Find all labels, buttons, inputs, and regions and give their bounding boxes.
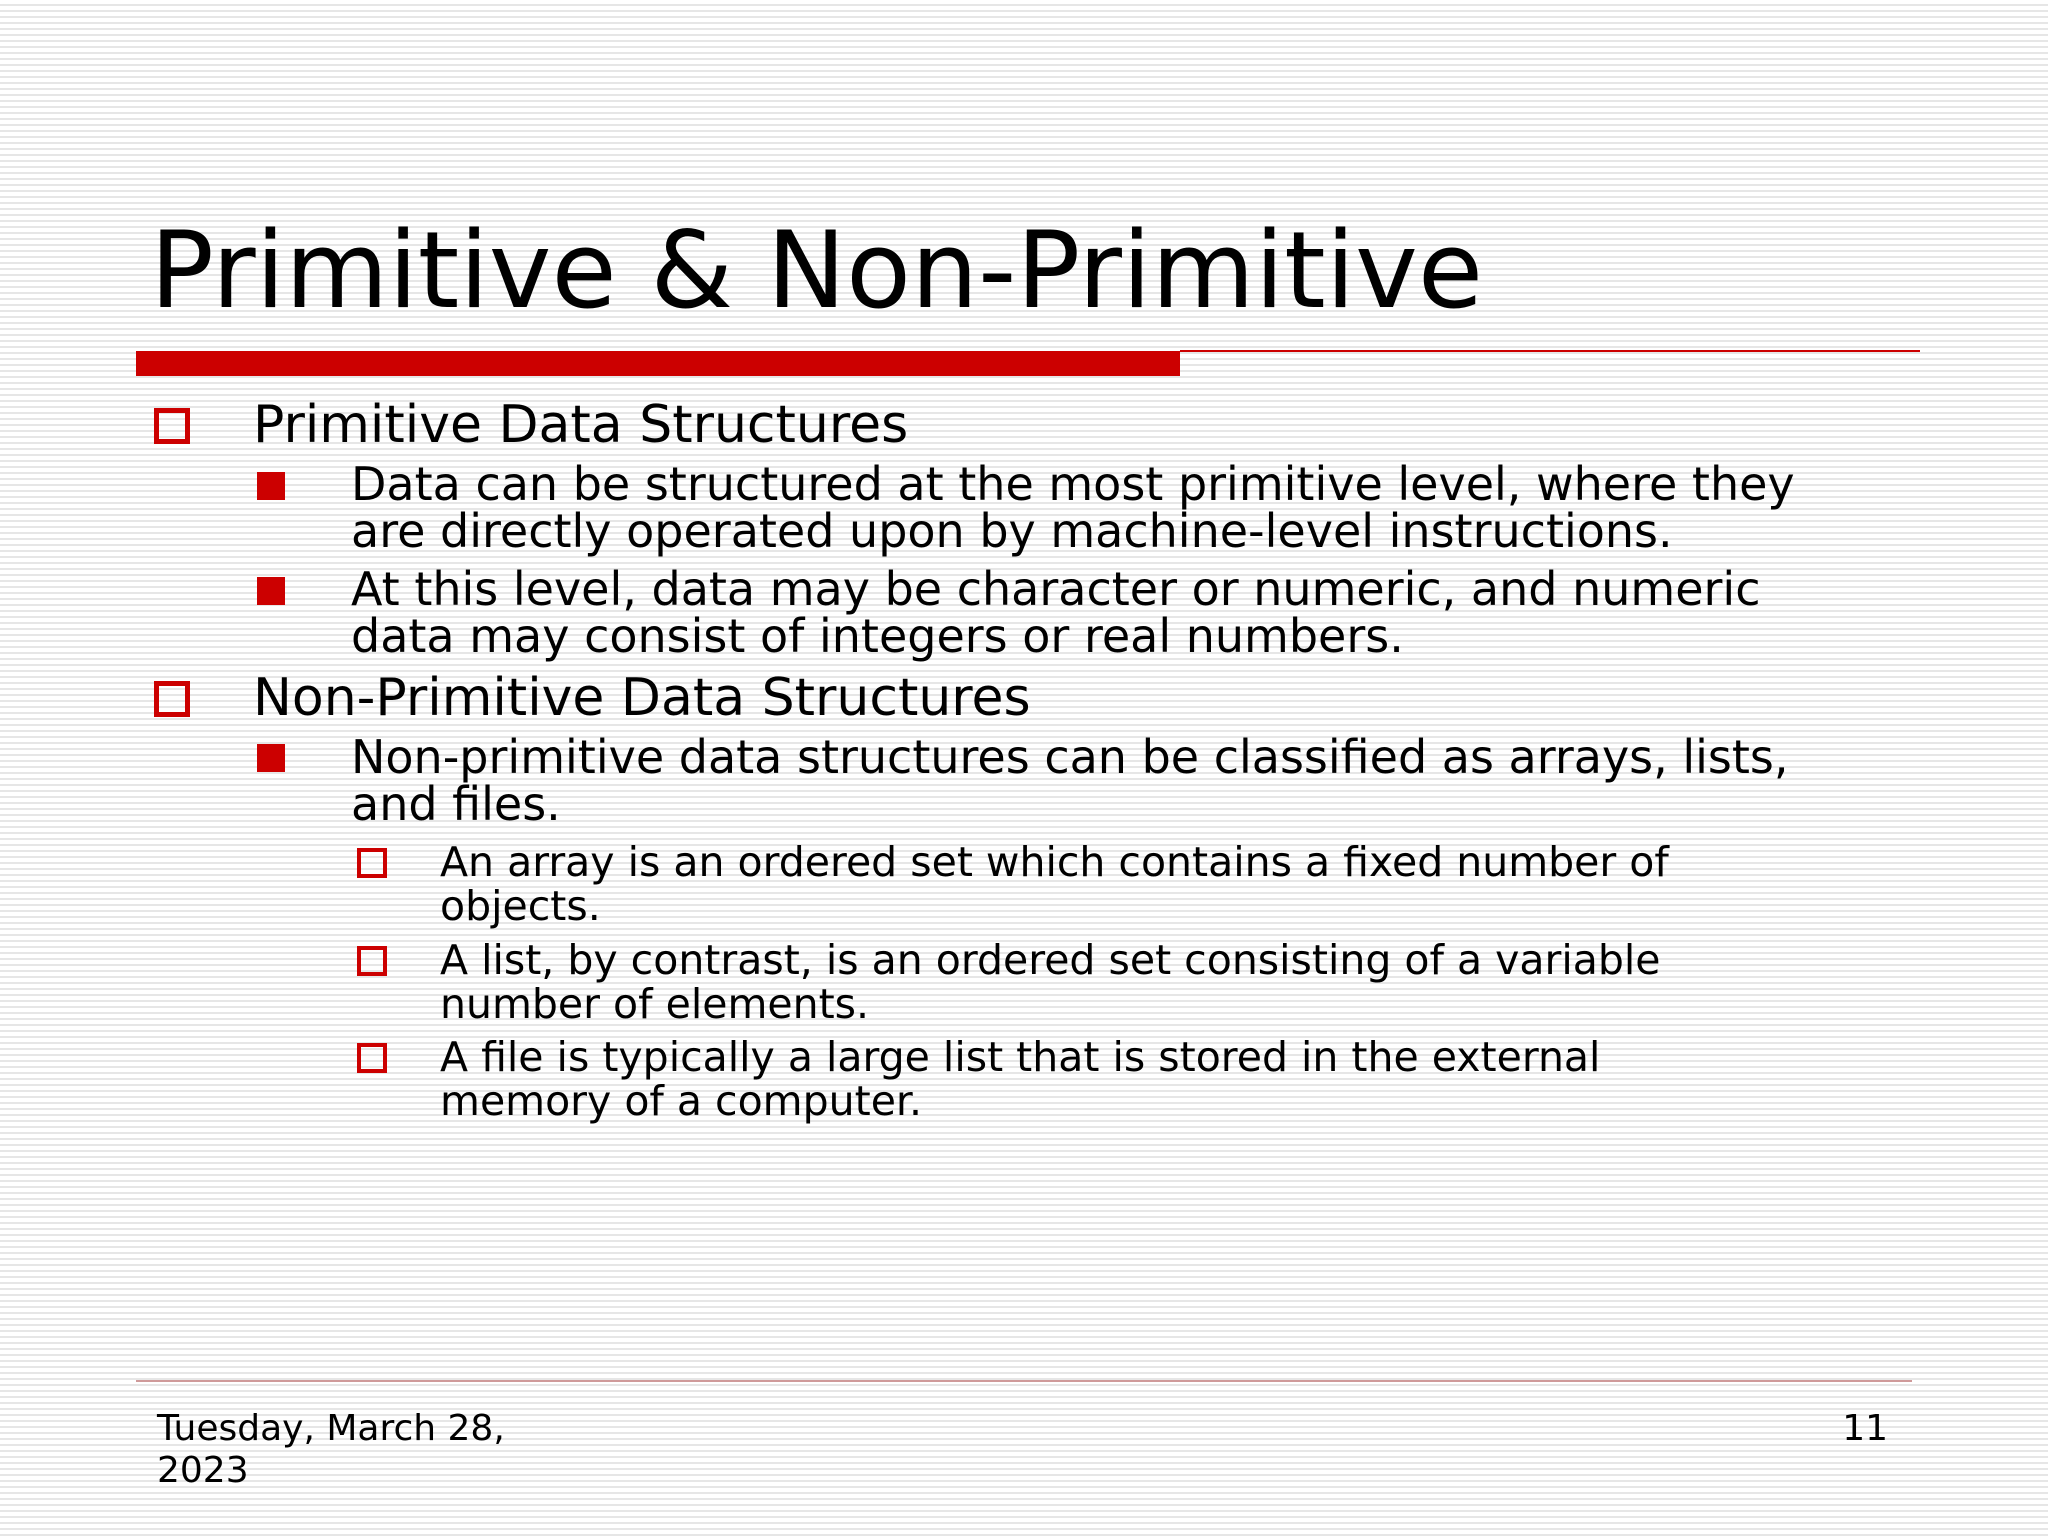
footer-divider xyxy=(136,1380,1912,1382)
hollow-square-bullet-icon xyxy=(154,408,190,444)
hollow-square-bullet-icon xyxy=(154,681,190,717)
title-underline-thin xyxy=(1180,350,1920,352)
solid-square-bullet-icon xyxy=(257,744,285,772)
sub-bullet-line: objects. xyxy=(440,882,601,930)
sub-bullet-line: A file is typically a large list that is stored in the external xyxy=(440,1033,1601,1081)
bullet-point-line: data may consist of integers or real numbers. xyxy=(351,609,1404,663)
sub-bullet-line: A list, by contrast, is an ordered set consisting of a variable xyxy=(440,936,1661,984)
bullet-point-line: are directly operated upon by machine-level instructions. xyxy=(351,504,1673,558)
slide-title: Primitive & Non-Primitive xyxy=(150,209,1484,332)
bullet-point-line: Data can be structured at the most primitive level, where they xyxy=(351,457,1795,511)
sub-bullet-line: memory of a computer. xyxy=(440,1077,923,1125)
hollow-square-sub-bullet-icon xyxy=(357,848,387,878)
hollow-square-sub-bullet-icon xyxy=(357,946,387,976)
solid-square-bullet-icon xyxy=(257,472,285,500)
bullet-point-line: At this level, data may be character or numeric, and numeric xyxy=(351,562,1761,616)
section-heading-non-primitive: Non-Primitive Data Structures xyxy=(253,668,1031,728)
sub-bullet-line: An array is an ordered set which contains a fixed number of xyxy=(440,838,1669,886)
footer-date: Tuesday, March 28, 2023 xyxy=(157,1408,505,1491)
section-heading-primitive: Primitive Data Structures xyxy=(253,395,909,455)
bullet-point-line: Non-primitive data structures can be classified as arrays, lists, xyxy=(351,730,1789,784)
bullet-point-line: and files. xyxy=(351,777,561,831)
solid-square-bullet-icon xyxy=(257,577,285,605)
title-underline-thick xyxy=(136,351,1180,376)
sub-bullet-line: number of elements. xyxy=(440,980,870,1028)
slide-number: 11 xyxy=(1842,1408,1888,1449)
hollow-square-sub-bullet-icon xyxy=(357,1043,387,1073)
